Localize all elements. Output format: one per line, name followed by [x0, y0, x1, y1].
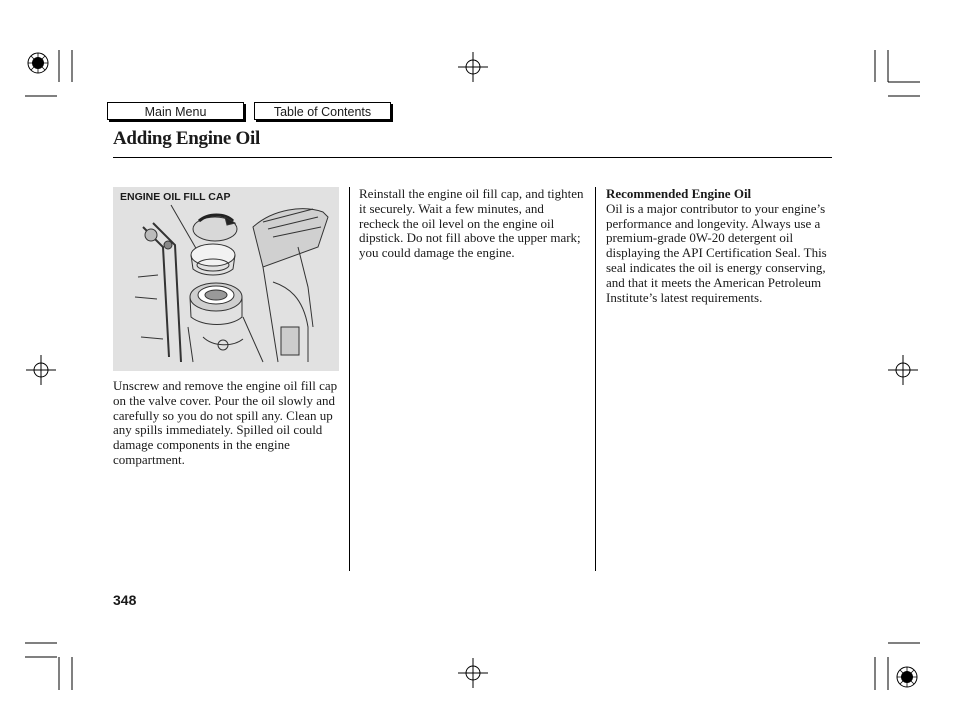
page-title: Adding Engine Oil [113, 128, 260, 149]
figure-label: ENGINE OIL FILL CAP [120, 191, 231, 203]
column-divider-right [595, 187, 596, 571]
engine-oil-fill-cap-illustration [113, 187, 339, 371]
recommended-oil-heading: Recommended Engine Oil [606, 186, 752, 201]
column-divider-left [349, 187, 350, 571]
left-column-text: Unscrew and remove the engine oil fill cap on the valve cover. Pour the oil slowly and carefully so you do not spill any. Clean up any spills immediately. Spilled oil could damage components in the engine compartment. [113, 378, 338, 467]
engine-drawing [113, 187, 339, 371]
recommended-oil-text: Oil is a major contributor to your engine’s performance and longevity. Always use a premium-grade 0W-20 detergent oil displaying the API Certification Seal. This seal indicates the oil is energy conserving, and that it meets the American Petroleum Institute’s latest requirements. [606, 200, 827, 305]
registration-mark-bottom-right [897, 667, 917, 687]
main-menu-button[interactable]: Main Menu [107, 102, 244, 120]
page-number: 348 [113, 592, 137, 608]
middle-column-text: Reinstall the engine oil fill cap, and tighten it securely. Wait a few minutes, and recheck the oil level on the engine oil dipstick. Do not fill above the upper mark; you could damage the engine. [359, 186, 584, 261]
right-column [606, 187, 834, 305]
registration-mark-top-left [28, 53, 48, 73]
title-rule [113, 157, 832, 158]
table-of-contents-button[interactable]: Table of Contents [254, 102, 391, 120]
